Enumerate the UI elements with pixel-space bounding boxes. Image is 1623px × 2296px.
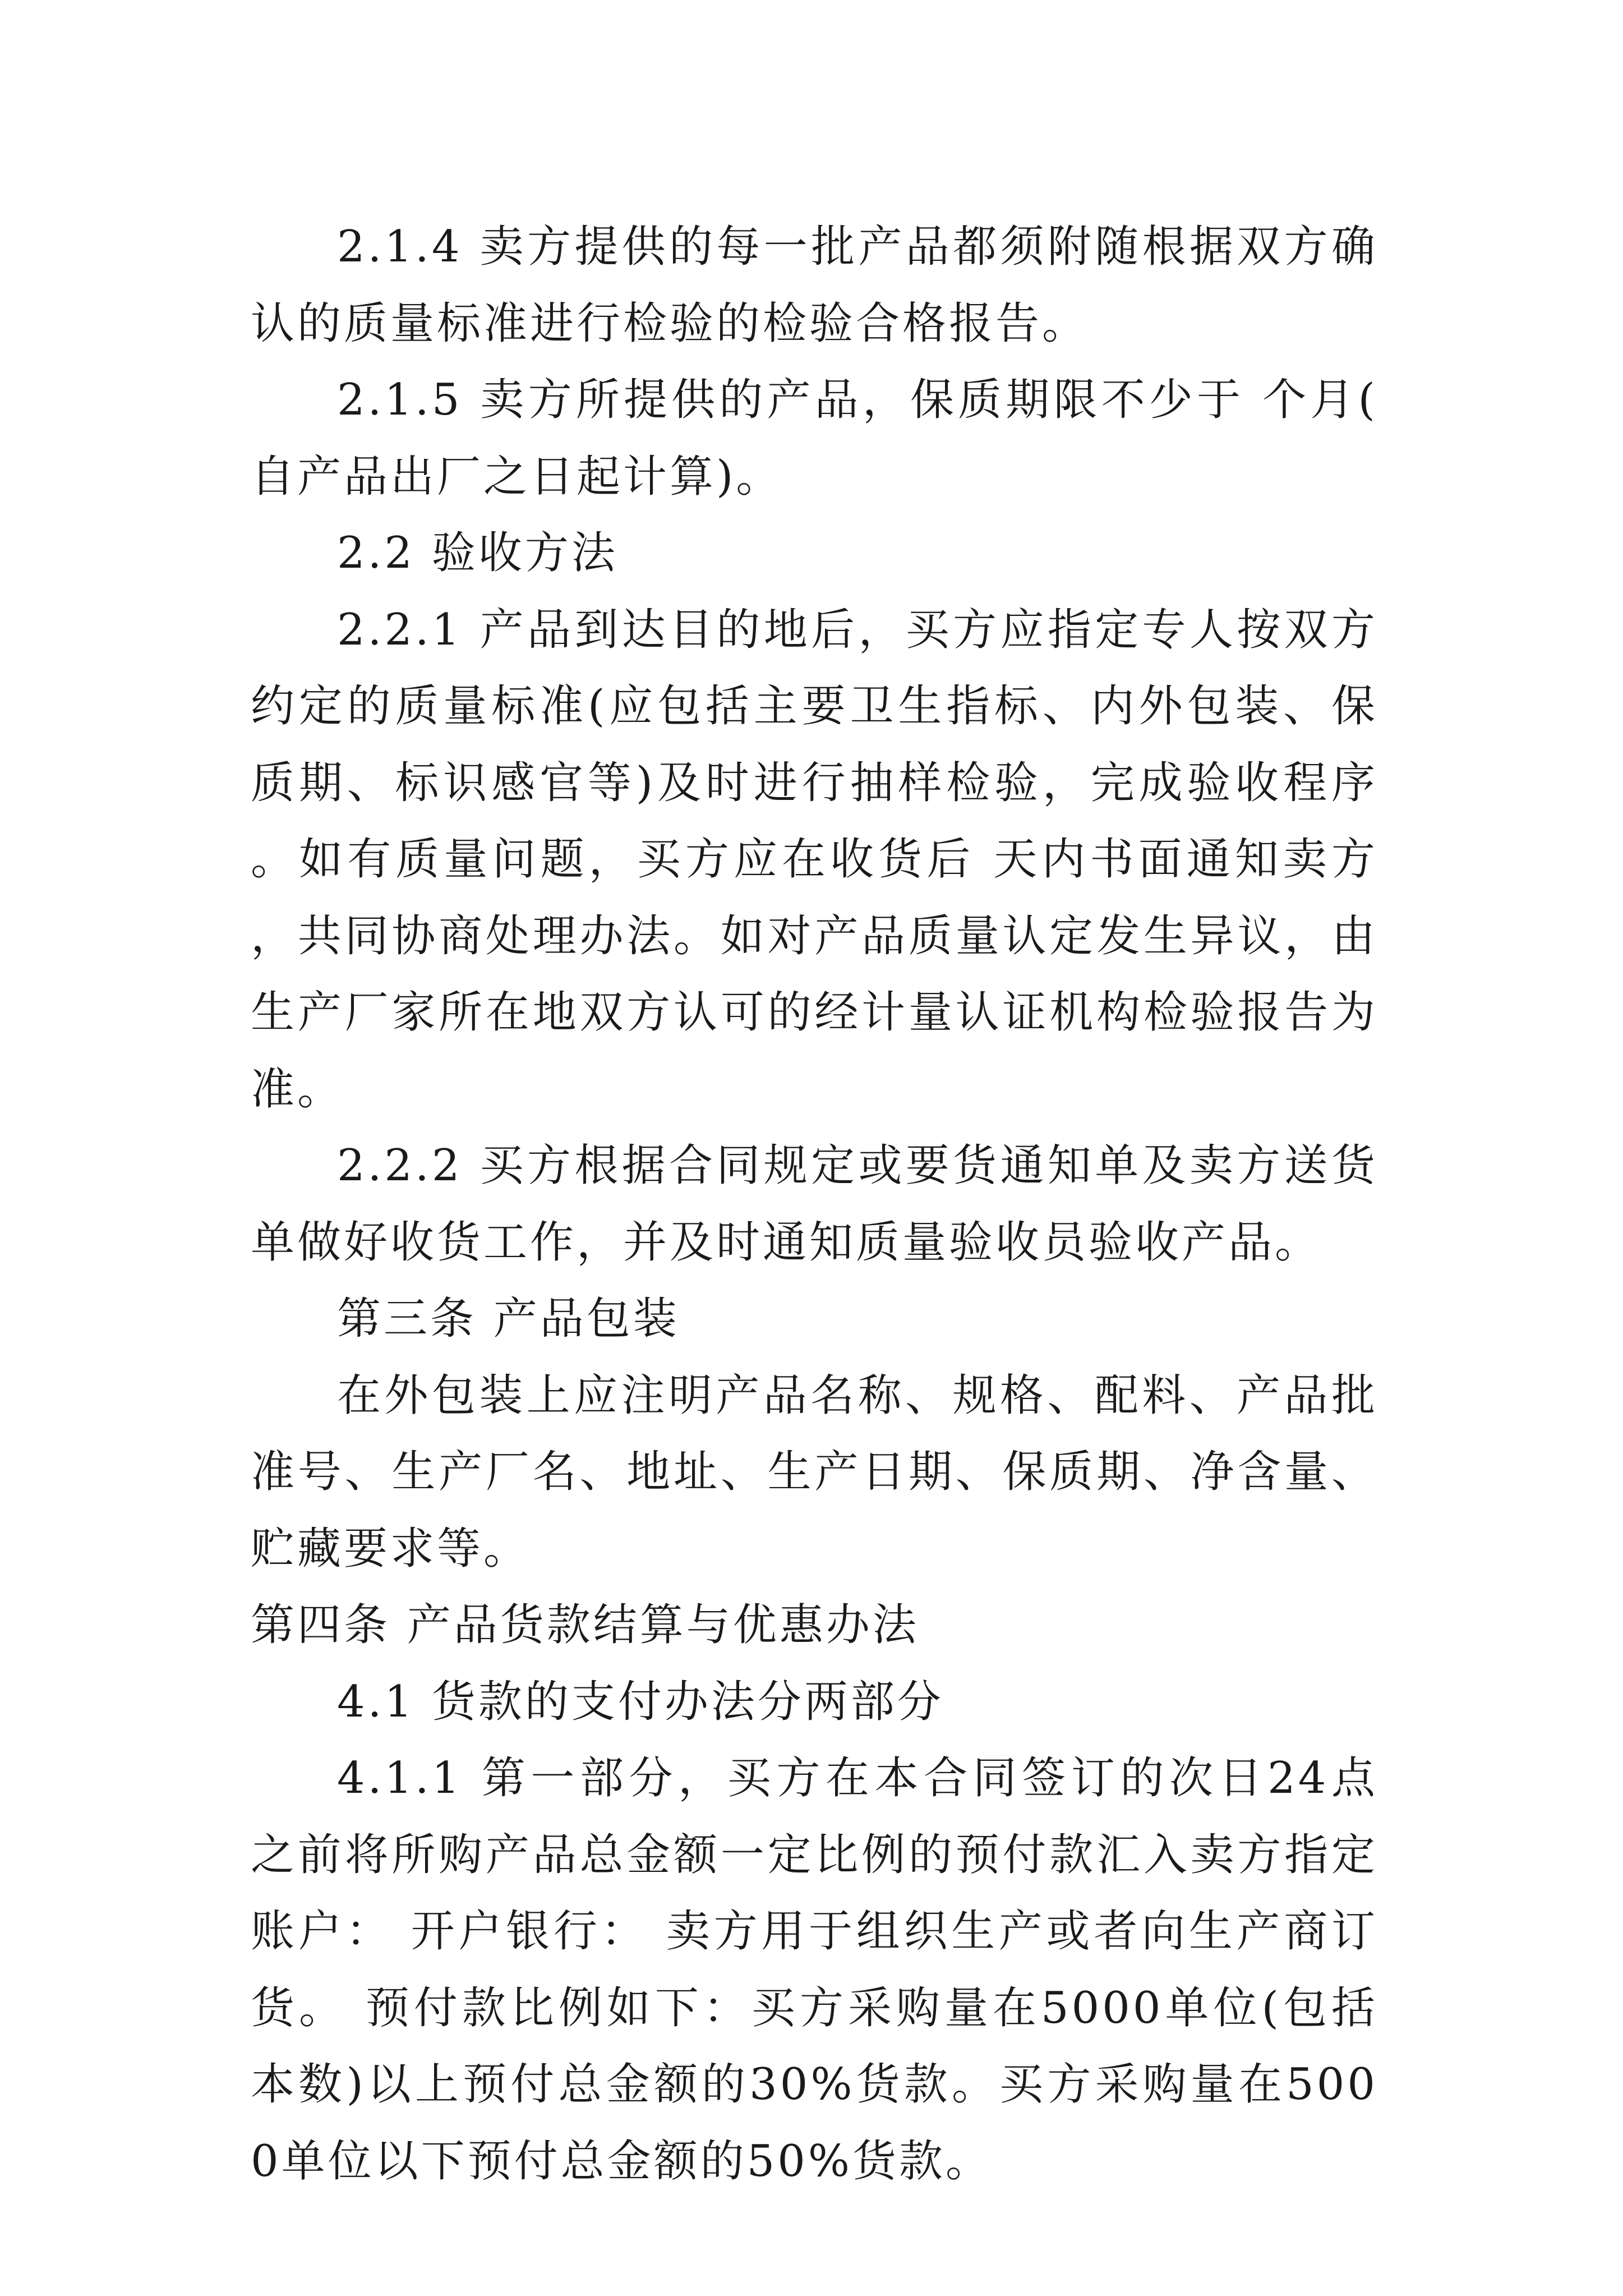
paragraph-2-2-2: 2.2.2 买方根据合同规定或要货通知单及卖方送货单做好收货工作，并及时通知质量验收员验收产品。	[251, 1140, 1378, 1268]
section-heading-4-1: 4.1 货款的支付办法分两部分	[337, 1676, 944, 1727]
paragraph-packaging: 在外包装上应注明产品名称、规格、配料、产品批准号、生产厂名、地址、生产日期、保质期、净含量、贮藏要求等。	[251, 1370, 1378, 1574]
paragraph-2-2-1: 2.2.1 产品到达目的地后，买方应指定专人按双方约定的质量标准(应包括主要卫生指标、内外包装、保质期、标识感官等)及时进行抽样检验，完成验收程序。如有质量问题，买方应在收货后 天内书面通知卖方，共同协商处理办法。如对产品质量认定发生异议，由生产厂家所在地双方认可的经计量认证机构检验报告为准。	[251, 604, 1378, 1115]
paragraph-2-1-5: 2.1.5 卖方所提供的产品，保质期限不少于 个月(自产品出厂之日起计算)。	[251, 375, 1378, 502]
article-heading-3: 第三条 产品包装	[337, 1294, 680, 1344]
section-heading-2-2: 2.2 验收方法	[337, 528, 618, 578]
article-heading-4: 第四条 产品货款结算与优惠办法	[251, 1600, 919, 1650]
paragraph-2-1-4: 2.1.4 卖方提供的每一批产品都须附随根据双方确认的质量标准进行检验的检验合格报告。	[251, 222, 1378, 349]
document-body	[251, 209, 1378, 2200]
paragraph-4-1-1: 4.1.1 第一部分，买方在本合同签订的次日24点之前将所购产品总金额一定比例的预付款汇入卖方指定账户： 开户银行： 卖方用于组织生产或者向生产商订货。 预付款比例如下：买方采购量在5000单位(包括本数)以上预付总金额的30%货款。买方采购量在5000单位以下预付总金额的50%货款。	[251, 1753, 1378, 2187]
